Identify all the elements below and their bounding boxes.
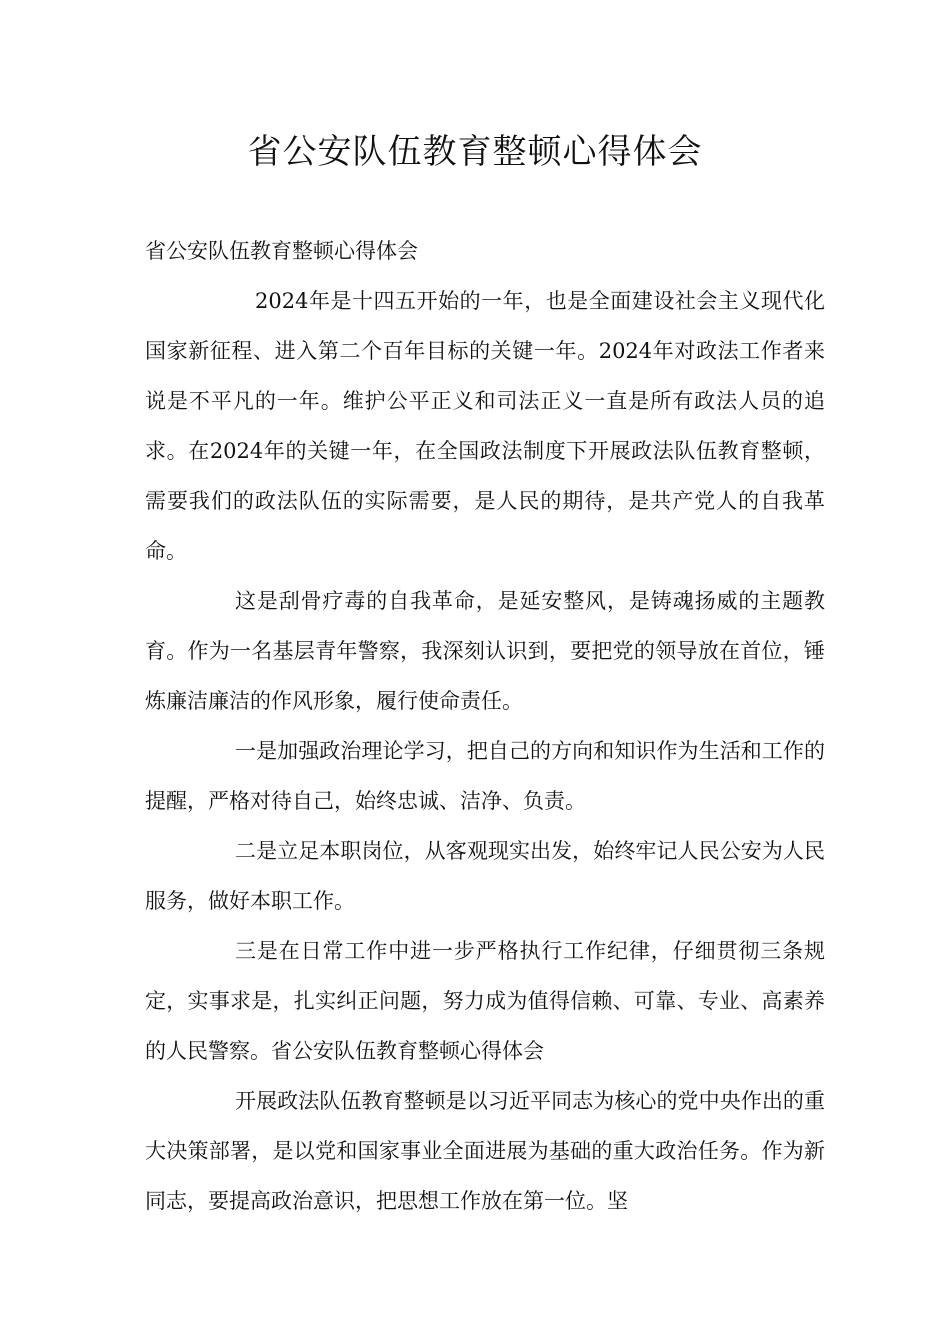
paragraph-point-three: 三是在日常工作中进一步严格执行工作纪律，仔细贯彻三条规定，实事求是，扎实纠正问题，努力成为值得信赖、可靠、专业、高素养的人民警察。省公安队伍教育整顿心得体会 bbox=[145, 939, 825, 1063]
paragraph-subtitle: 省公安队伍教育整顿心得体会 bbox=[145, 239, 418, 263]
paragraph-point-one: 一是加强政治理论学习，把自己的方向和知识作为生活和工作的提醒，严格对待自己，始终忠诚、洁净、负责。 bbox=[145, 739, 825, 813]
document-title: 省公安队伍教育整顿心得体会 bbox=[247, 132, 703, 172]
paragraph-intro: 2024年是十四五开始的一年，也是全面建设社会主义现代化国家新征程、进入第二个百年目标的关键一年。2024年对政法工作者来说是不平凡的一年。维护公平正义和司法正义一直是所有政法人员的追求。在2024年的关键一年，在全国政法制度下开展政法队伍教育整顿，需要我们的政法队伍的实际需要，是人民的期待，是共产党人的自我革命。 bbox=[145, 289, 825, 563]
paragraph-decision: 开展政法队伍教育整顿是以习近平同志为核心的党中央作出的重大决策部署，是以党和国家事业全面进展为基础的重大政治任务。作为新同志，要提高政治意识，把思想工作放在第一位。坚 bbox=[145, 1089, 825, 1213]
document-body bbox=[145, 226, 825, 1226]
paragraph-point-two: 二是立足本职岗位，从客观现实出发，始终牢记人民公安为人民服务，做好本职工作。 bbox=[145, 839, 825, 913]
paragraph-revolution: 这是刮骨疗毒的自我革命，是延安整风，是铸魂扬威的主题教育。作为一名基层青年警察，我深刻认识到，要把党的领导放在首位，锤炼廉洁廉洁的作风形象，履行使命责任。 bbox=[145, 589, 825, 713]
